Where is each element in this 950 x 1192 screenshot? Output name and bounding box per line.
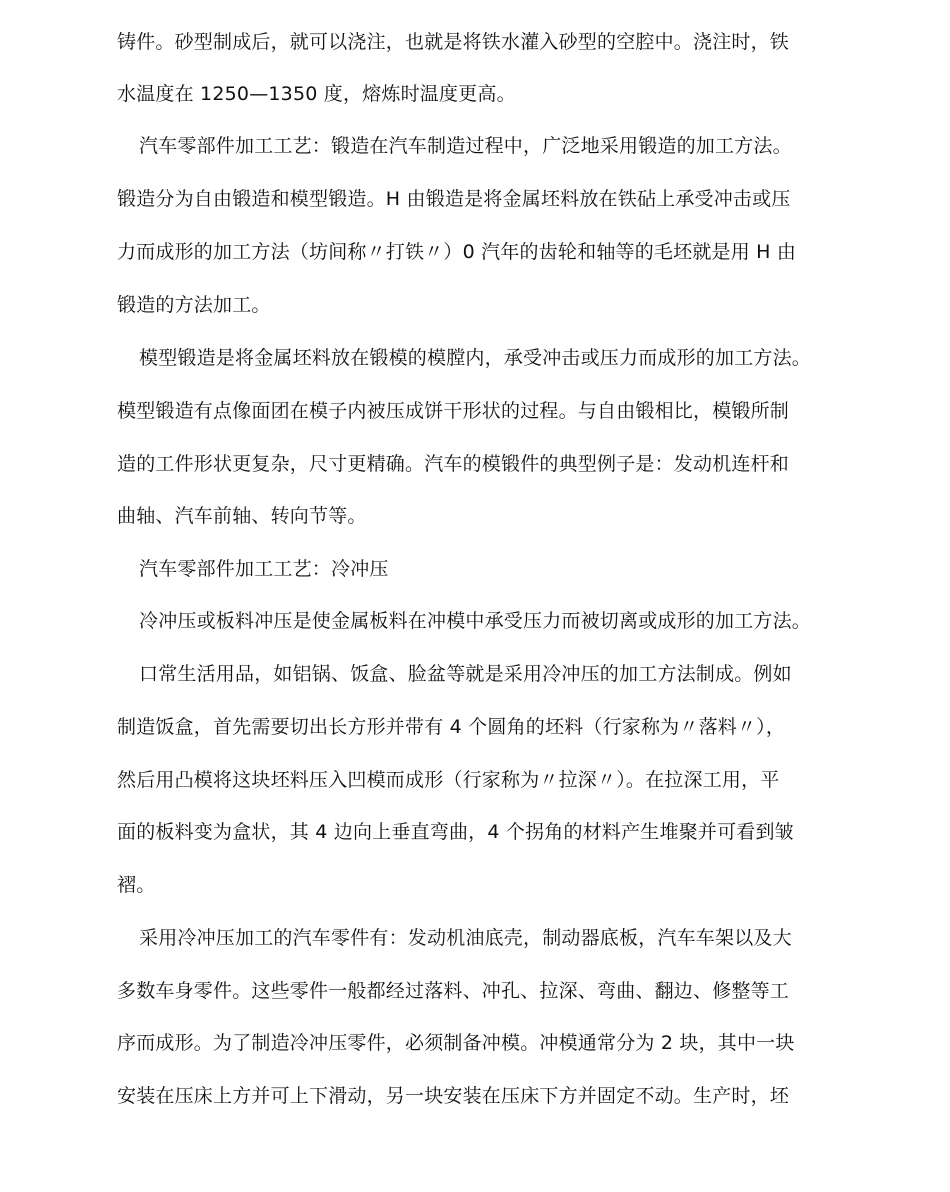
text-line: 曲轴、汽车前轴、转向节等。 xyxy=(117,505,367,527)
text-line: 褶。 xyxy=(117,874,156,896)
text-line: 模型锻造有点像面团在模子内被压成饼干形状的过程。与自由锻相比，模锻所制 xyxy=(117,400,790,422)
text-line: 制造饭盒，首先需要切出长方形并带有 4 个圆角的坯料（行家称为〃落料〃）， xyxy=(117,716,786,738)
text-line: 水温度在 1250—1350 度，熔炼时温度更高。 xyxy=(117,83,516,105)
section-heading: 汽车零部件加工工艺：冷冲压 xyxy=(139,558,389,580)
text-line: 锻造的方法加工。 xyxy=(117,294,271,316)
text-line: 然后用凸模将这块坯料压入凹模而成形（行家称为〃拉深〃）。在拉深工用，平 xyxy=(117,769,780,791)
text-line: 采用冷冲压加工的汽车零件有：发动机油底壳，制动器底板，汽车车架以及大 xyxy=(139,927,792,949)
text-line: 模型锻造是将金属坯料放在锻模的模膛内，承受冲击或压力而成形的加工方法。 xyxy=(139,347,812,369)
text-line: 铸件。砂型制成后，就可以浇注，也就是将铁水灌入砂型的空腔中。浇注时，铁 xyxy=(117,31,790,53)
text-line: 造的工件形状更复杂，尺寸更精确。汽车的模锻件的典型例子是：发动机连杆和 xyxy=(117,453,790,475)
text-line: 锻造分为自由锻造和模型锻造。H 由锻造是将金属坯料放在铁砧上承受冲击或压 xyxy=(117,188,791,210)
text-line: 口常生活用品，如铝锅、饭盒、脸盆等就是采用冷冲压的加工方法制成。例如 xyxy=(139,663,792,685)
text-line: 冷冲压或板料冲压是使金属板料在冲模中承受压力而被切离或成形的加工方法。 xyxy=(139,610,812,632)
text-line: 多数车身零件。这些零件一般都经过落料、冲孔、拉深、弯曲、翻边、修整等工 xyxy=(117,980,790,1002)
text-line: 序而成形。为了制造冷冲压零件，必须制备冲模。冲模通常分为 2 块，其中一块 xyxy=(117,1032,795,1054)
text-line: 面的板料变为盒状，其 4 边向上垂直弯曲，4 个拐角的材料产生堆聚并可看到皱 xyxy=(117,821,794,843)
text-line: 汽车零部件加工工艺：锻造在汽车制造过程中，广泛地采用锻造的加工方法。 xyxy=(139,135,792,157)
text-line: 力而成形的加工方法（坊间称〃打铁〃）0 汽年的齿轮和轴等的毛坯就是用 H 由 xyxy=(117,241,797,263)
text-line: 安装在压床上方并可上下滑动，另一块安装在压床下方并固定不动。生产时，坯 xyxy=(117,1085,790,1107)
